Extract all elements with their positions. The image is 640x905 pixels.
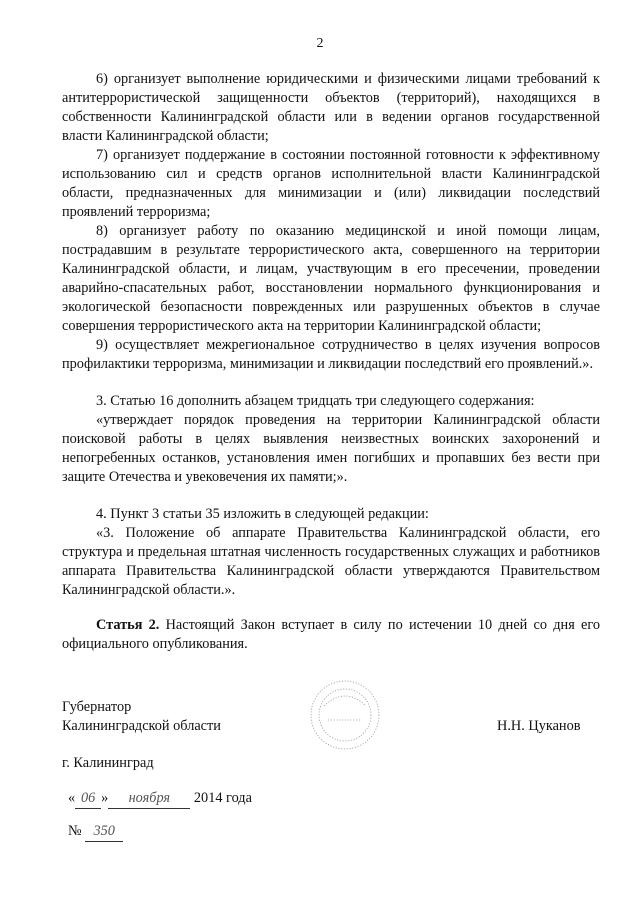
number-label: № (68, 823, 82, 839)
page-number: 2 (316, 36, 324, 51)
signature-position-line1: Губернатор (62, 699, 132, 715)
paragraph-item-9: 9) осуществляет межрегиональное сотрудничество в целях изучения вопросов профилактики терроризма, минимизации и ликвидации последствий его проявлений.». (62, 337, 600, 372)
document-number (68, 822, 123, 842)
city: г. Калининград (62, 755, 154, 771)
signature-position (62, 698, 221, 736)
paragraph-article16-text: «утверждает порядок проведения на территории Калининградской области поисковой работы в целях выявления неизвестных воинских захоронений и непогребенных останков, установления имен погибших и пропавших без вести при защите Отечества и увековечения их памяти;». (62, 412, 600, 485)
paragraph-item-7: 7) организует поддержание в состоянии постоянной готовности к эффективному использованию сил и средств органов исполнительной власти Калининградской области, предназначенных для минимизации и (или) ликвидации последствий проявлений терроризма; (62, 147, 600, 220)
number-value: 350 (85, 822, 123, 842)
paragraph-article16-intro: 3. Статью 16 дополнить абзацем тридцать три следующего содержания: (96, 393, 535, 409)
paragraph-article35-intro: 4. Пункт 3 статьи 35 изложить в следующей редакции: (96, 506, 429, 522)
seal-stamp-icon (306, 676, 384, 754)
paragraph-item-8: 8) организует работу по оказанию медицинской и иной помощи лицам, пострадавшим в результате террористического акта, совершенного на территории Калининградской области, и лицам, участвующим в его пресечении, проведении аварийно-спасательных работ, восстановлении нормального функционирования и экологической безопасности поврежденных или разрушенных объектов в случае совершения террористического акта на территории Калининградской области; (62, 223, 600, 334)
signature-name: Н.Н. Цуканов (497, 718, 581, 734)
paragraph-item-6: 6) организует выполнение юридическими и физическими лицами требований к антитеррористической защищенности объектов (территорий), находящихся в собственности Калининградской области или в ведении органов государственной власти Калининградской области; (62, 71, 600, 144)
article2-label: Статья 2. (96, 617, 160, 633)
paragraph-article35-text: «3. Положение об аппарате Правительства Калининградской области, его структура и предельная штатная численность государственных служащих и работников аппарата Правительства Калининградской области утверждаются Правительством Калининградской области.». (62, 525, 600, 598)
date-line (68, 789, 252, 809)
date-month: ноября (108, 789, 190, 809)
article2-text: Настоящий Закон вступает в силу по истечении 10 дней со дня его официального опубликования. (62, 617, 600, 652)
date-year: 2014 года (193, 790, 252, 806)
date-day: 06 (75, 789, 101, 809)
date-open-quote: « (68, 790, 76, 806)
paragraph-article2 (62, 616, 600, 654)
signature-position-line2: Калининградской области (62, 718, 221, 734)
document-body (62, 70, 600, 654)
date-close-quote: » (101, 790, 109, 806)
